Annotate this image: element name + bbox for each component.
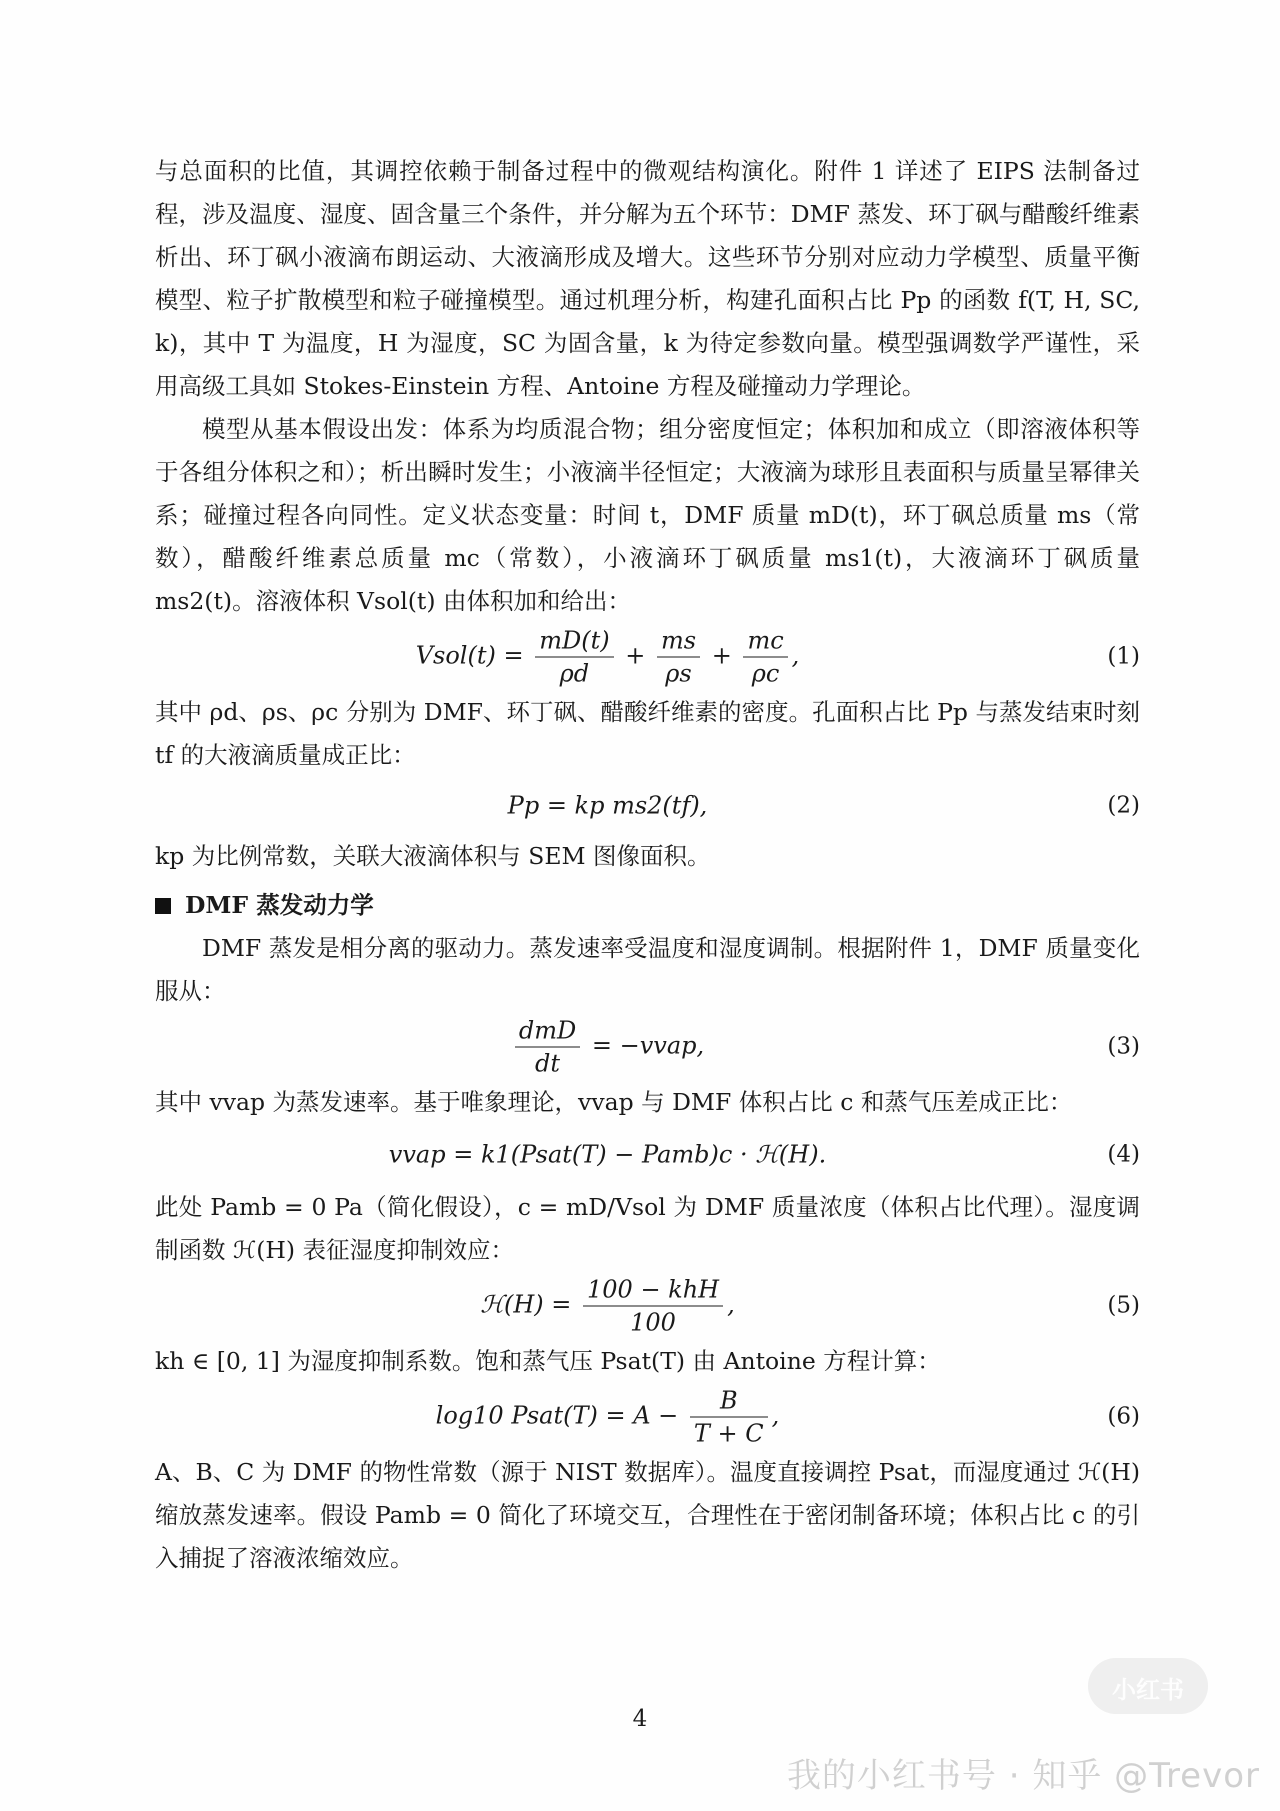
badge-text: 小红书	[1112, 1676, 1184, 1704]
paragraph-assumptions: 模型从基本假设出发：体系为均质混合物；组分密度恒定；体积加和成立（即溶液体积等于各组分体积之和）；析出瞬时发生；小液滴半径恒定；大液滴为球形且表面积与质量呈幂律关系；碰撞过程各向同性。定义状态变量：时间 t，DMF 质量 mD(t)，环丁砜总质量 ms（常数），醋酸纤维素总质量 mc（常数），小液滴环丁砜质量 ms1(t)，大液滴环丁砜质量 ms2(t)。溶液体积 Vsol(t) 由体积加和给出：	[155, 415, 1140, 615]
equation-5	[155, 1276, 1140, 1336]
equation-2	[155, 781, 1140, 831]
equation-number-5: (5)	[1107, 1292, 1140, 1319]
eq5-lhs: ℋ(H) =	[480, 1290, 572, 1319]
equation-1	[155, 627, 1140, 687]
equation-number-2: (2)	[1107, 792, 1140, 819]
paragraph-pamb: 此处 Pamb = 0 Pa（简化假设），c = mD/Vsol 为 DMF 质量浓度（体积占比代理）。湿度调制函数 ℋ(H) 表征湿度抑制效应：	[155, 1193, 1140, 1264]
paragraph-densities: 其中 ρd、ρs、ρc 分别为 DMF、环丁砜、醋酸纤维素的密度。孔面积占比 Pp 与蒸发结束时刻 tf 的大液滴质量成正比：	[155, 698, 1140, 769]
eq5-den: 100	[630, 1308, 676, 1337]
equation-4	[155, 1128, 1140, 1182]
document-body	[155, 150, 1140, 1580]
eq3-den: dt	[535, 1049, 561, 1078]
eq5-num: 100 − khH	[583, 1275, 723, 1307]
page-number: 4	[632, 1706, 648, 1732]
paragraph-evaporation: DMF 蒸发是相分离的驱动力。蒸发速率受温度和湿度调制。根据附件 1，DMF 质量变化服从：	[155, 934, 1140, 1005]
eq6-frac	[690, 1386, 768, 1449]
section-heading-text: DMF 蒸发动力学	[185, 891, 374, 919]
eq1-num-1: mD(t)	[535, 626, 613, 658]
paragraph-kh: kh ∈ [0, 1] 为湿度抑制系数。饱和蒸气压 Psat(T) 由 Antoine 方程计算：	[155, 1347, 941, 1375]
watermark-text: 我的小红书号 · 知乎 @Trevor	[786, 1756, 1260, 1796]
eq1-num-3: mc	[743, 626, 787, 658]
eq1-frac-2	[657, 626, 700, 689]
eq3-frac	[515, 1016, 580, 1079]
equation-number-4: (4)	[1107, 1141, 1140, 1168]
eq1-tail: ,	[791, 641, 800, 670]
xiaohongshu-badge	[1088, 1658, 1208, 1714]
eq3-num: dmD	[515, 1016, 580, 1048]
equation-number-1: (1)	[1107, 643, 1140, 670]
paragraph-intro: 与总面积的比值，其调控依赖于制备过程中的微观结构演化。附件 1 详述了 EIPS 法制备过程，涉及温度、湿度、固含量三个条件，并分解为五个环节：DMF 蒸发、环丁砜与醋酸纤维素析出、环丁砜小液滴布朗运动、大液滴形成及增大。这些环节分别对应动力学模型、质量平衡模型、粒子扩散模型和粒子碰撞模型。通过机理分析，构建孔面积占比 Pp 的函数 f(T, H, SC, k)，其中 T 为温度，H 为湿度，SC 为固含量，k 为待定参数向量。模型强调数学严谨性，采用高级工具如 Stokes-Einstein 方程、Antoine 方程及碰撞动力学理论。	[155, 157, 1140, 400]
eq6-tail: ,	[771, 1401, 780, 1430]
equation-number-6: (6)	[1107, 1403, 1140, 1430]
eq1-num-2: ms	[657, 626, 700, 658]
paragraph-kp: kp 为比例常数，关联大液滴体积与 SEM 图像面积。	[155, 842, 711, 870]
eq1-plus-1: +	[625, 641, 646, 670]
eq2-expr: Pp = kp ms2(tf),	[507, 791, 708, 820]
eq1-frac-3	[743, 626, 787, 689]
square-bullet-icon	[155, 898, 171, 914]
eq6-lhs: log10 Psat(T) = A −	[435, 1401, 679, 1430]
eq1-den-2: ρs	[665, 659, 692, 688]
paragraph-constants: A、B、C 为 DMF 的物性常数（源于 NIST 数据库）。温度直接调控 Psat，而湿度通过 ℋ(H) 缩放蒸发速率。假设 Pamb = 0 简化了环境交互，合理性在于密闭制备环境；体积占比 c 的引入捕捉了溶液浓缩效应。	[155, 1458, 1140, 1572]
equation-6	[155, 1387, 1140, 1447]
eq1-frac-1	[535, 626, 613, 689]
section-heading	[155, 884, 1140, 927]
eq1-plus-2: +	[711, 641, 732, 670]
eq6-den: T + C	[693, 1419, 764, 1448]
eq5-tail: ,	[727, 1290, 735, 1319]
eq3-rhs: = −vvap,	[591, 1031, 705, 1060]
eq4-expr: vvap = k1(Psat(T) − Pamb)c · ℋ(H).	[388, 1140, 827, 1169]
eq5-frac	[583, 1275, 723, 1338]
eq1-lhs: Vsol(t) =	[415, 641, 524, 670]
eq1-den-3: ρc	[751, 659, 780, 688]
eq1-den-1: ρd	[559, 659, 590, 688]
equation-3	[155, 1017, 1140, 1077]
paragraph-vvap: 其中 vvap 为蒸发速率。基于唯象理论，vvap 与 DMF 体积占比 c 和蒸气压差成正比：	[155, 1088, 1073, 1116]
eq6-num: B	[690, 1386, 768, 1418]
equation-number-3: (3)	[1107, 1033, 1140, 1060]
